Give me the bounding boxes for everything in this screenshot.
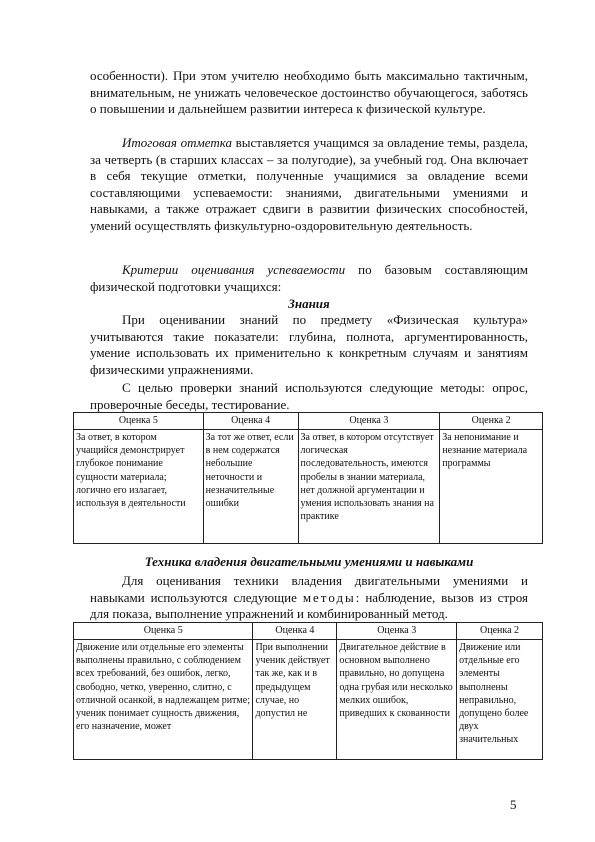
- table-header-cell: Оценка 5: [74, 413, 204, 430]
- paragraph-final-grade-text: выставляется учащимся за овладение темы, раздела, за четверть (в старших классах – за полугодие), за учебный год. Она включает в себя текущие отметки, полученные учащимися за овладение всеми составляющими успеваемости: знаниями, двигательными умениями и навыками, а также отражает сдвиги в развитии физических способностей, умений осуществлять физкультурно-оздоровительную деятельность.: [90, 135, 529, 233]
- term-final-grade: Итоговая отметка: [122, 135, 233, 150]
- heading-knowledge: Знания: [288, 296, 330, 311]
- table-cell: Движение или отдельные его элементы выполнены неправильно, допущено более двух значительных: [457, 640, 543, 760]
- paragraph-final-grade: [90, 135, 528, 235]
- paragraph-technique: [90, 573, 528, 623]
- table-row: [74, 430, 543, 544]
- term-methods: методы: [302, 589, 356, 605]
- table-cell: За непонимание и незнание материала программы: [440, 430, 543, 544]
- table-row: [74, 640, 543, 760]
- table-header-cell: Оценка 4: [253, 623, 337, 640]
- paragraph-methods: С целью проверки знаний используются следующие методы: опрос, проверочные беседы, тестирование.: [90, 380, 528, 412]
- page-number: 5: [510, 797, 517, 812]
- table-header-cell: Оценка 3: [298, 413, 440, 430]
- table-cell: Движение или отдельные его элементы выполнены правильно, с соблюдением всех требований, без ошибок, легко, свободно, четко, уверенно, слитно, с отличной осанкой, в надлежащем ритме; ученик понимает сущность движения, его назначение, может: [74, 640, 253, 760]
- paragraph-technique-text-b: : наблюдение, вызов из строя для показа, выполнение упражнений и комбинированный метод.: [90, 589, 529, 622]
- paragraph-knowledge: При оценивании знаний по предмету «Физическая культура» учитываются такие показатели: глубина, полнота, аргументированность, умение использовать их применительно к конкретным случаям и занятиям физическими упражнениями.: [90, 312, 528, 377]
- paragraph-1: особенности). При этом учителю необходимо быть максимально тактичным, внимательным, не унижать человеческое достоинство обучающегося, заботясь о повышении и дальнейшем развитии интереса к физической культуре.: [90, 68, 528, 117]
- table-header-row: [74, 413, 543, 430]
- paragraph-criteria-text: по базовым составляющим физической подготовки учащихся:: [90, 262, 529, 294]
- table-header-cell: Оценка 5: [74, 623, 253, 640]
- technique-grades-table: [73, 622, 543, 760]
- knowledge-grades-table: [73, 412, 543, 544]
- heading-technique: Техника владения двигательными умениями и навыками: [144, 554, 474, 569]
- table-cell: За тот же ответ, если в нем содержатся небольшие неточности и незначительные ошибки: [203, 430, 298, 544]
- table-cell: За ответ, в котором отсутствует логическая последовательность, имеются пробелы в знании материала, нет должной аргументации и умения использовать знания на практике: [298, 430, 440, 544]
- table-header-cell: Оценка 2: [440, 413, 543, 430]
- table-cell: При выполнении ученик действует так же, как и в предыдущем случае, но допустил не: [253, 640, 337, 760]
- paragraph-criteria: [90, 262, 528, 295]
- paragraph-technique-text-a: Для оценивания техники владения двигательными умениями и навыками используются следующие: [90, 573, 528, 605]
- table-header-cell: Оценка 2: [457, 623, 543, 640]
- table-header-row: [74, 623, 543, 640]
- term-criteria: Критерии оценивания успеваемости: [122, 262, 346, 277]
- table-cell: Двигательное действие в основном выполнено правильно, но допущена одна грубая или несколько мелких ошибок, приведших к скованности: [337, 640, 457, 760]
- table-header-cell: Оценка 3: [337, 623, 457, 640]
- table-header-cell: Оценка 4: [203, 413, 298, 430]
- table-cell: За ответ, в котором учащийся демонстрирует глубокое понимание сущности материала; логично его излагает, используя в деятельности: [74, 430, 204, 544]
